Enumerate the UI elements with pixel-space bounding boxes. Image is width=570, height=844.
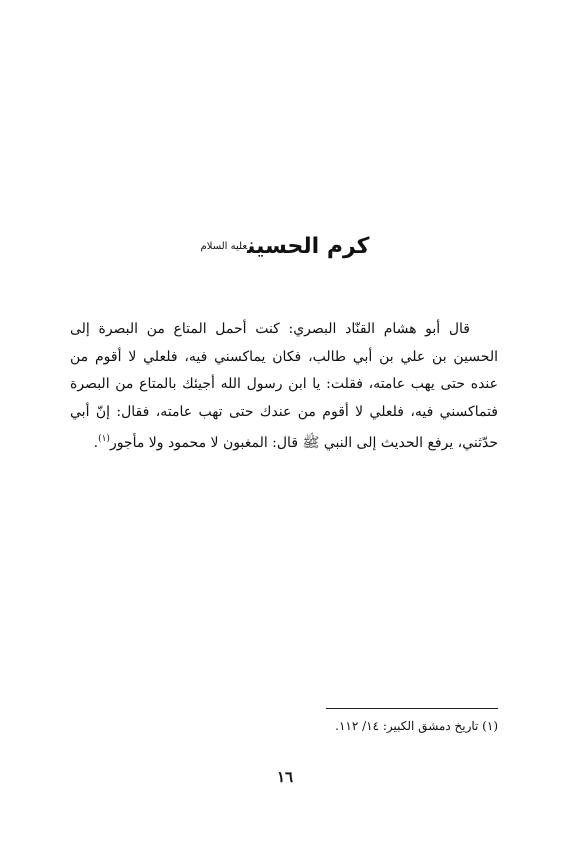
footnote: (١) تاريخ دمشق الكبير: ١٤/ ١١٢.: [335, 719, 498, 733]
page-number: ١٦: [276, 768, 294, 786]
footnote-divider: [326, 708, 498, 709]
chapter-title: [0, 232, 570, 262]
paragraph-end-punctuation: .: [93, 435, 99, 452]
body-text: [70, 316, 498, 458]
footnote-reference[interactable]: (١): [98, 434, 110, 445]
chapter-title-text: كرم الحسين: [247, 234, 370, 259]
honorific-mark: عليه السلام: [200, 241, 248, 252]
paragraph-text: قال أبو هشام القنّاد البصري: كنت أحمل المتاع من البصرة إلى الحسين بن علي بن أبي طالب، فكان يماكسني فيه، فلعلي لا أقوم من عنده حتى يهب عامته، فقلت: يا ابن رسول الله أجيئك بالمتاع من البصرة فتماكسني فيه، فلعلي لا أقوم من عندك حتى تهب عامته، فقال: إنّ أبي حدّثني، يرفع الحديث إلى النبي ﷺ قال: المغبون لا محمود ولا مأجور: [70, 321, 498, 452]
main-paragraph: [70, 316, 498, 458]
